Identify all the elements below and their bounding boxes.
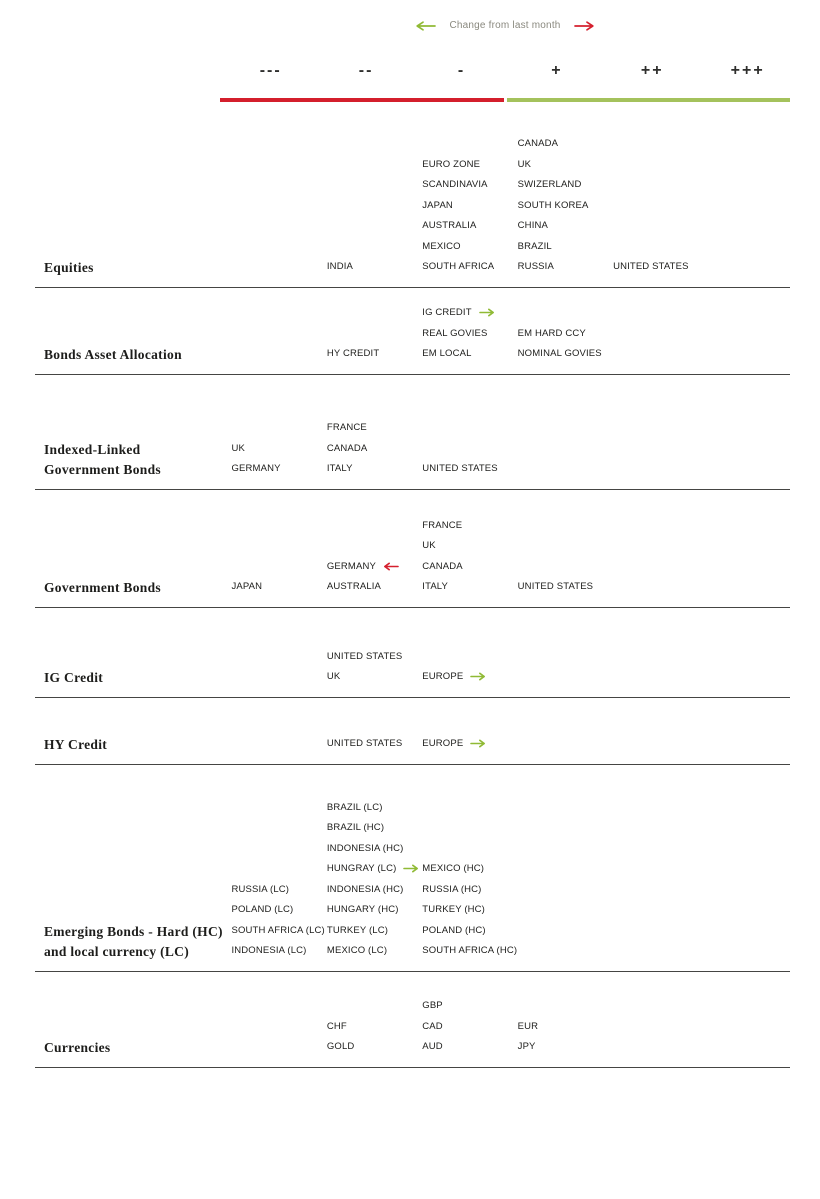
score-columns — [223, 972, 820, 1057]
position-item — [414, 879, 482, 900]
score-column — [223, 490, 318, 597]
position-item — [414, 734, 487, 755]
position-item — [318, 859, 419, 880]
asset-category-line: Bonds Asset Allocation — [44, 346, 182, 362]
position-label: JAPAN — [422, 199, 453, 211]
position-label: GERMANY — [326, 560, 376, 572]
position-label: JPY — [517, 1041, 536, 1053]
scale-label-minus3: --- — [259, 62, 282, 79]
position-item — [318, 438, 367, 459]
score-column — [700, 608, 795, 687]
score-column — [318, 490, 413, 597]
asset-category-label — [0, 345, 223, 365]
position-label: INDONESIA (LC) — [231, 945, 307, 957]
position-item — [318, 734, 402, 755]
position-item — [318, 344, 379, 365]
position-label: EUR — [517, 1020, 539, 1032]
position-item — [318, 1037, 354, 1058]
score-columns — [223, 102, 820, 277]
score-columns — [223, 490, 820, 597]
position-label: CHF — [326, 1020, 347, 1032]
position-label: SOUTH AFRICA (LC) — [231, 924, 325, 936]
position-item — [318, 459, 352, 480]
score-column — [318, 288, 413, 364]
position-item — [318, 667, 340, 688]
position-item — [414, 920, 486, 941]
position-label: JAPAN — [231, 581, 263, 593]
position-item — [318, 941, 387, 962]
score-columns — [223, 288, 820, 364]
position-label: BRAZIL — [517, 240, 552, 252]
position-label: RUSSIA — [517, 261, 554, 273]
position-item — [223, 920, 325, 941]
position-label: TURKEY (HC) — [422, 904, 485, 916]
score-column — [414, 765, 518, 961]
position-item — [223, 459, 281, 480]
position-label: ITALY — [326, 463, 353, 475]
position-label: MEXICO (HC) — [422, 863, 485, 875]
position-label: NOMINAL GOVIES — [517, 348, 602, 360]
position-label: SOUTH AFRICA — [422, 261, 495, 273]
asset-category-line: Indexed-Linked — [44, 442, 141, 457]
position-label: EUROPE — [422, 671, 464, 683]
position-label: POLAND (HC) — [422, 924, 486, 936]
scale-header — [0, 0, 820, 102]
score-column — [509, 288, 604, 364]
score-column — [318, 972, 413, 1057]
score-column — [509, 490, 604, 597]
score-column — [223, 375, 318, 479]
asset-category-label — [0, 258, 223, 278]
position-label: UK — [422, 540, 436, 552]
position-label: UNITED STATES — [422, 463, 498, 475]
position-item — [414, 515, 462, 536]
asset-row — [0, 375, 820, 490]
position-item — [414, 900, 485, 921]
position-label: UK — [517, 158, 532, 170]
position-label: IG CREDIT — [422, 307, 472, 319]
position-item — [414, 303, 495, 324]
asset-category-label — [0, 735, 223, 755]
position-label: INDIA — [326, 261, 353, 273]
scale-labels-row — [223, 62, 795, 80]
position-item — [414, 556, 463, 577]
row-separator — [35, 1067, 790, 1068]
score-column — [509, 972, 604, 1057]
position-item — [223, 577, 262, 598]
position-item — [318, 838, 403, 859]
score-column — [605, 288, 700, 364]
position-label: EM HARD CCY — [517, 327, 586, 339]
asset-category-line: IG Credit — [44, 669, 104, 685]
score-column — [605, 375, 700, 479]
position-label: AUSTRALIA — [422, 220, 477, 232]
score-column — [223, 765, 325, 961]
position-label: ITALY — [422, 581, 449, 593]
asset-category-line: Emerging Bonds - Hard (HC) — [44, 924, 223, 939]
position-label: EURO ZONE — [422, 158, 481, 170]
position-item — [509, 195, 588, 216]
score-columns — [223, 698, 820, 754]
score-column — [605, 102, 700, 277]
increase-right-arrow-icon — [574, 21, 595, 31]
position-item — [414, 323, 488, 344]
score-column — [318, 765, 413, 961]
position-label: CHINA — [517, 220, 548, 232]
score-column — [700, 375, 795, 479]
score-column — [509, 102, 604, 277]
asset-category-line: HY Credit — [44, 736, 108, 752]
increase-arrow-icon — [470, 739, 486, 748]
decrease-arrow-icon — [383, 562, 399, 571]
position-item — [509, 175, 581, 196]
asset-category-label — [0, 440, 223, 479]
position-item — [223, 900, 293, 921]
position-item — [509, 134, 558, 155]
position-item — [318, 577, 381, 598]
position-label: FRANCE — [422, 519, 463, 531]
score-column — [414, 288, 509, 364]
position-item — [223, 879, 289, 900]
position-label: CANADA — [517, 138, 559, 150]
position-item — [414, 941, 517, 962]
position-item — [605, 257, 689, 278]
score-columns — [223, 375, 820, 479]
score-column — [223, 288, 318, 364]
position-label: GERMANY — [231, 463, 281, 475]
position-item — [414, 344, 472, 365]
asset-category-label — [0, 668, 223, 688]
score-column — [414, 490, 509, 597]
score-column — [318, 102, 413, 277]
allocation-matrix — [0, 102, 820, 1068]
score-column — [223, 102, 318, 277]
score-column — [605, 765, 700, 961]
asset-row — [0, 972, 820, 1068]
score-column — [223, 972, 318, 1057]
position-label: BRAZIL (HC) — [326, 822, 385, 834]
position-item — [414, 195, 453, 216]
position-label: UNITED STATES — [326, 738, 403, 750]
position-item — [414, 536, 436, 557]
position-label: TURKEY (LC) — [326, 924, 389, 936]
asset-category-label — [0, 578, 223, 598]
position-label: AUSTRALIA — [326, 581, 382, 593]
position-item — [318, 920, 388, 941]
score-column — [509, 765, 604, 961]
score-column — [509, 375, 604, 479]
score-column — [318, 608, 413, 687]
position-label: EM LOCAL — [422, 348, 472, 360]
scale-label-minus2: -- — [358, 62, 374, 79]
position-item — [318, 556, 399, 577]
position-item — [318, 818, 384, 839]
position-item — [414, 175, 488, 196]
position-label: SCANDINAVIA — [422, 179, 488, 191]
position-item — [509, 236, 552, 257]
score-column — [509, 698, 604, 754]
change-legend — [220, 20, 790, 31]
position-label: SOUTH KOREA — [517, 199, 589, 211]
change-legend-label: Change from last month — [449, 20, 561, 31]
score-column — [318, 698, 413, 754]
position-item — [414, 154, 480, 175]
position-label: AUD — [422, 1041, 443, 1053]
position-item — [223, 941, 306, 962]
position-item — [414, 577, 448, 598]
position-item — [318, 900, 398, 921]
position-item — [509, 344, 602, 365]
asset-category-label — [0, 1038, 223, 1058]
scale-label-minus1: - — [457, 62, 466, 79]
position-label: GOLD — [326, 1041, 355, 1053]
position-item — [414, 257, 495, 278]
position-label: UNITED STATES — [326, 650, 403, 662]
decrease-left-arrow-icon — [415, 21, 436, 31]
position-label: UNITED STATES — [613, 261, 689, 273]
position-item — [318, 797, 382, 818]
position-label: REAL GOVIES — [422, 327, 488, 339]
asset-row — [0, 288, 820, 375]
position-label: UK — [326, 671, 341, 683]
position-item — [509, 577, 593, 598]
score-column — [700, 288, 795, 364]
asset-row — [0, 102, 820, 288]
score-column — [605, 608, 700, 687]
position-item — [318, 879, 403, 900]
asset-row — [0, 698, 820, 765]
position-item — [318, 1016, 346, 1037]
position-label: GBP — [422, 1000, 443, 1012]
asset-category-line: Currencies — [44, 1039, 111, 1055]
position-label: POLAND (LC) — [231, 904, 294, 916]
position-item — [509, 323, 586, 344]
position-item — [318, 257, 353, 278]
position-item — [509, 154, 531, 175]
score-column — [414, 102, 509, 277]
score-column — [605, 972, 700, 1057]
position-item — [318, 418, 366, 439]
asset-category-line: and local currency (LC) — [44, 943, 190, 959]
position-label: MEXICO (LC) — [326, 945, 388, 957]
score-column — [700, 698, 795, 754]
position-label: SOUTH AFRICA (HC) — [422, 945, 518, 957]
position-item — [414, 1016, 443, 1037]
position-label: CAD — [422, 1020, 443, 1032]
position-label: RUSSIA (LC) — [231, 883, 290, 895]
asset-category-line: Government Bonds — [44, 461, 161, 477]
position-label: HUNGRAY (LC) — [326, 863, 397, 875]
position-label: CANADA — [422, 560, 463, 572]
position-label: INDONESIA (HC) — [326, 842, 404, 854]
position-label: HUNGARY (HC) — [326, 904, 399, 916]
scale-label-plus3: +++ — [730, 62, 765, 79]
score-column — [700, 972, 795, 1057]
position-item — [414, 459, 498, 480]
score-column — [700, 102, 795, 277]
scale-label-plus2: ++ — [640, 62, 664, 79]
position-item — [223, 438, 245, 459]
score-column — [605, 698, 700, 754]
score-column — [605, 490, 700, 597]
position-item — [509, 257, 554, 278]
position-label: UK — [231, 442, 245, 454]
position-label: SWIZERLAND — [517, 179, 582, 191]
score-column — [318, 375, 413, 479]
position-item — [509, 1037, 535, 1058]
asset-row — [0, 490, 820, 608]
position-label: FRANCE — [326, 422, 367, 434]
score-column — [414, 608, 509, 687]
score-column — [700, 765, 795, 961]
position-item — [414, 859, 484, 880]
score-columns — [223, 608, 820, 687]
position-label: HY CREDIT — [326, 348, 380, 360]
score-columns — [223, 765, 820, 961]
position-label: MEXICO — [422, 240, 461, 252]
asset-category-line: Government Bonds — [44, 579, 161, 595]
position-item — [318, 646, 402, 667]
position-item — [414, 667, 487, 688]
score-column — [509, 608, 604, 687]
score-column — [223, 698, 318, 754]
position-label: RUSSIA (HC) — [422, 883, 482, 895]
position-label: INDONESIA (HC) — [326, 883, 404, 895]
position-item — [414, 216, 477, 237]
score-column — [223, 608, 318, 687]
score-column — [414, 375, 509, 479]
score-column — [700, 490, 795, 597]
asset-row — [0, 608, 820, 698]
asset-row — [0, 765, 820, 972]
score-column — [414, 698, 509, 754]
position-item — [509, 1016, 538, 1037]
position-label: BRAZIL (LC) — [326, 801, 383, 813]
position-label: UNITED STATES — [517, 581, 594, 593]
position-item — [414, 996, 443, 1017]
asset-category-label — [0, 922, 223, 961]
increase-arrow-icon — [470, 672, 486, 681]
position-label: EUROPE — [422, 738, 464, 750]
position-item — [414, 236, 461, 257]
score-column — [414, 972, 509, 1057]
position-item — [509, 216, 548, 237]
position-item — [414, 1037, 443, 1058]
scale-label-plus1: + — [551, 62, 563, 79]
increase-arrow-icon — [479, 308, 495, 317]
position-label: CANADA — [326, 442, 368, 454]
asset-category-line: Equities — [44, 259, 94, 275]
